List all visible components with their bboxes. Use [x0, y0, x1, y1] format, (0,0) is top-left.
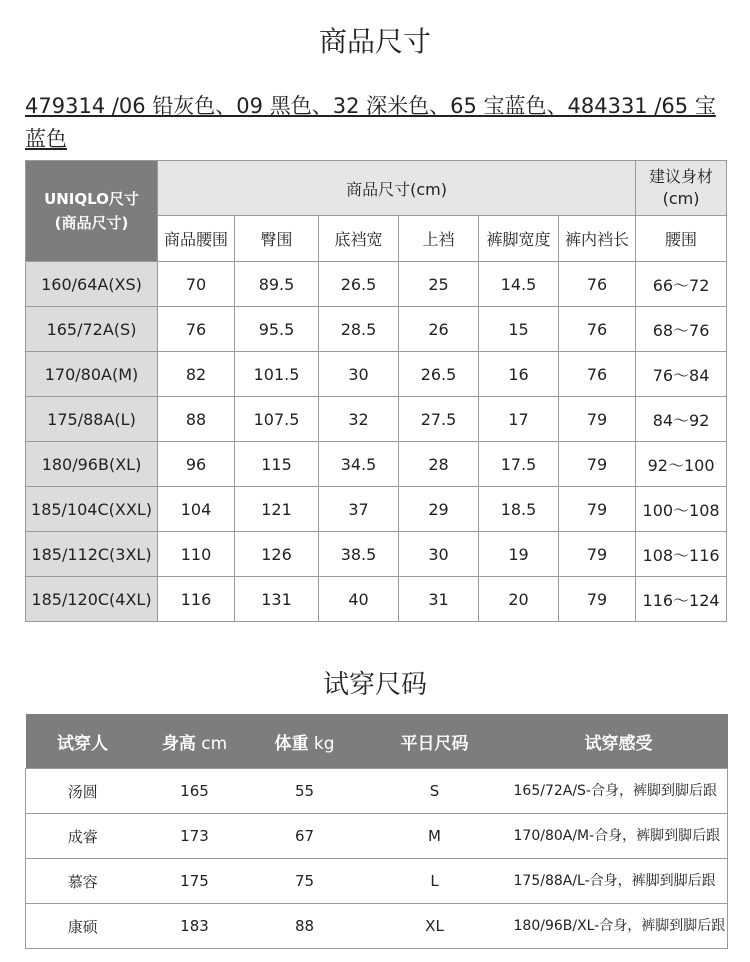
size-column-header: 商品腰围 — [158, 216, 235, 262]
size-value-cell: 82 — [158, 352, 235, 397]
size-value-cell: 28.5 — [319, 307, 399, 352]
fit-feedback-cell: 170/80A/M-合身，裤脚到脚后跟 — [510, 814, 728, 859]
size-table-row — [26, 487, 727, 532]
size-value-cell: 16 — [479, 352, 559, 397]
size-label-cell: 160/64A(XS) — [26, 262, 158, 307]
size-value-cell: 37 — [319, 487, 399, 532]
fit-header-label: 身高 — [161, 733, 196, 754]
fit-table — [25, 714, 728, 949]
size-value-cell: 26 — [399, 307, 479, 352]
size-value-cell: 76 — [559, 352, 636, 397]
size-value-cell: 68～76 — [636, 307, 727, 352]
size-value-cell: 38.5 — [319, 532, 399, 577]
fit-weight-cell: 75 — [250, 859, 360, 904]
fit-name-cell: 慕容 — [26, 859, 140, 904]
fit-column-header — [360, 714, 510, 769]
size-table-group-header — [26, 161, 727, 216]
size-label-cell: 180/96B(XL) — [26, 442, 158, 487]
size-label-cell: 165/72A(S) — [26, 307, 158, 352]
size-value-cell: 79 — [559, 442, 636, 487]
fit-feedback-cell: 165/72A/S-合身，裤脚到脚后跟 — [510, 769, 728, 814]
size-value-cell: 79 — [559, 487, 636, 532]
size-table — [25, 160, 727, 622]
fit-feedback-cell: 175/88A/L-合身，裤脚到脚后跟 — [510, 859, 728, 904]
size-label-cell: 185/120C(4XL) — [26, 577, 158, 622]
body-group-line2: (cm) — [662, 189, 700, 208]
size-value-cell: 76 — [559, 262, 636, 307]
fit-usual-cell: L — [360, 859, 510, 904]
size-value-cell: 40 — [319, 577, 399, 622]
size-column-header: 腰围 — [636, 216, 727, 262]
product-codes-colors: 479314 /06 铅灰色、09 黑色、32 深米色、65 宝蓝色、484331 /65 宝蓝色 — [25, 94, 716, 151]
fit-height-cell: 165 — [140, 769, 250, 814]
fit-usual-cell: XL — [360, 904, 510, 949]
size-value-cell: 96 — [158, 442, 235, 487]
size-value-cell: 104 — [158, 487, 235, 532]
size-column-header: 裤内裆长 — [559, 216, 636, 262]
fit-header-unit: cm — [195, 733, 228, 754]
size-value-cell: 66～72 — [636, 262, 727, 307]
fit-header-label: 试穿感受 — [584, 733, 653, 754]
fit-header-label: 体重 — [274, 733, 309, 754]
size-value-cell: 79 — [559, 532, 636, 577]
fit-header-label: 平日尺码 — [400, 733, 469, 754]
fit-table-header — [26, 714, 728, 769]
size-column-header: 臀围 — [235, 216, 319, 262]
size-column-header: 底裆宽 — [319, 216, 399, 262]
fit-column-header — [510, 714, 728, 769]
fit-usual-cell: S — [360, 769, 510, 814]
size-table-body — [26, 262, 727, 622]
size-value-cell: 79 — [559, 577, 636, 622]
size-value-cell: 15 — [479, 307, 559, 352]
size-value-cell: 17.5 — [479, 442, 559, 487]
fit-table-row — [26, 904, 728, 949]
fit-name-cell: 成睿 — [26, 814, 140, 859]
fit-column-header — [250, 714, 360, 769]
size-section-title: 商品尺寸 — [318, 25, 431, 58]
fit-header-label: 试穿人 — [57, 733, 108, 754]
size-table-row — [26, 442, 727, 487]
fit-table-row — [26, 814, 728, 859]
size-value-cell: 20 — [479, 577, 559, 622]
fit-feedback-cell: 180/96B/XL-合身，裤脚到脚后跟 — [510, 904, 728, 949]
size-value-cell: 25 — [399, 262, 479, 307]
size-value-cell: 30 — [399, 532, 479, 577]
size-table-row — [26, 262, 727, 307]
size-label-cell: 185/104C(XXL) — [26, 487, 158, 532]
size-table-row — [26, 307, 727, 352]
fit-height-cell: 175 — [140, 859, 250, 904]
size-label-cell: 175/88A(L) — [26, 397, 158, 442]
size-value-cell: 115 — [235, 442, 319, 487]
size-value-cell: 116～124 — [636, 577, 727, 622]
size-value-cell: 76～84 — [636, 352, 727, 397]
size-table-row — [26, 352, 727, 397]
size-column-header: 上裆 — [399, 216, 479, 262]
size-value-cell: 31 — [399, 577, 479, 622]
size-table-row — [26, 532, 727, 577]
fit-column-header — [26, 714, 140, 769]
size-table-row — [26, 397, 727, 442]
fit-header-unit: kg — [308, 733, 335, 754]
size-label-cell: 170/80A(M) — [26, 352, 158, 397]
fit-usual-cell: M — [360, 814, 510, 859]
size-value-cell: 92～100 — [636, 442, 727, 487]
size-value-cell: 84～92 — [636, 397, 727, 442]
size-value-cell: 76 — [158, 307, 235, 352]
product-size-group-header: 商品尺寸(cm) — [158, 161, 636, 216]
size-value-cell: 34.5 — [319, 442, 399, 487]
body-size-group-header — [636, 161, 727, 216]
fit-height-cell: 173 — [140, 814, 250, 859]
size-table-row — [26, 577, 727, 622]
size-value-cell: 126 — [235, 532, 319, 577]
size-label-cell: 185/112C(3XL) — [26, 532, 158, 577]
size-value-cell: 18.5 — [479, 487, 559, 532]
corner-label-line1: UNIQLO尺寸 — [44, 190, 139, 208]
fit-name-cell: 汤圆 — [26, 769, 140, 814]
fit-weight-cell: 67 — [250, 814, 360, 859]
size-value-cell: 28 — [399, 442, 479, 487]
corner-label-line2: (商品尺寸) — [54, 214, 129, 232]
size-value-cell: 30 — [319, 352, 399, 397]
fit-column-header — [140, 714, 250, 769]
size-value-cell: 29 — [399, 487, 479, 532]
size-value-cell: 19 — [479, 532, 559, 577]
size-value-cell: 108～116 — [636, 532, 727, 577]
fit-table-row — [26, 859, 728, 904]
size-value-cell: 121 — [235, 487, 319, 532]
size-value-cell: 70 — [158, 262, 235, 307]
size-value-cell: 131 — [235, 577, 319, 622]
size-value-cell: 17 — [479, 397, 559, 442]
size-value-cell: 89.5 — [235, 262, 319, 307]
fit-name-cell: 康硕 — [26, 904, 140, 949]
fit-weight-cell: 88 — [250, 904, 360, 949]
fit-table-body — [26, 769, 728, 949]
size-value-cell: 32 — [319, 397, 399, 442]
size-value-cell: 27.5 — [399, 397, 479, 442]
size-value-cell: 107.5 — [235, 397, 319, 442]
size-corner-header — [26, 161, 158, 262]
size-value-cell: 88 — [158, 397, 235, 442]
fit-height-cell: 183 — [140, 904, 250, 949]
size-value-cell: 101.5 — [235, 352, 319, 397]
size-value-cell: 100～108 — [636, 487, 727, 532]
size-value-cell: 95.5 — [235, 307, 319, 352]
size-value-cell: 116 — [158, 577, 235, 622]
size-value-cell: 14.5 — [479, 262, 559, 307]
fit-table-row — [26, 769, 728, 814]
size-value-cell: 26.5 — [399, 352, 479, 397]
size-value-cell: 110 — [158, 532, 235, 577]
size-value-cell: 26.5 — [319, 262, 399, 307]
fit-weight-cell: 55 — [250, 769, 360, 814]
size-column-header: 裤脚宽度 — [479, 216, 559, 262]
size-value-cell: 79 — [559, 397, 636, 442]
size-value-cell: 76 — [559, 307, 636, 352]
body-group-line1: 建议身材 — [649, 167, 714, 186]
fit-section-title: 试穿尺码 — [322, 670, 427, 700]
